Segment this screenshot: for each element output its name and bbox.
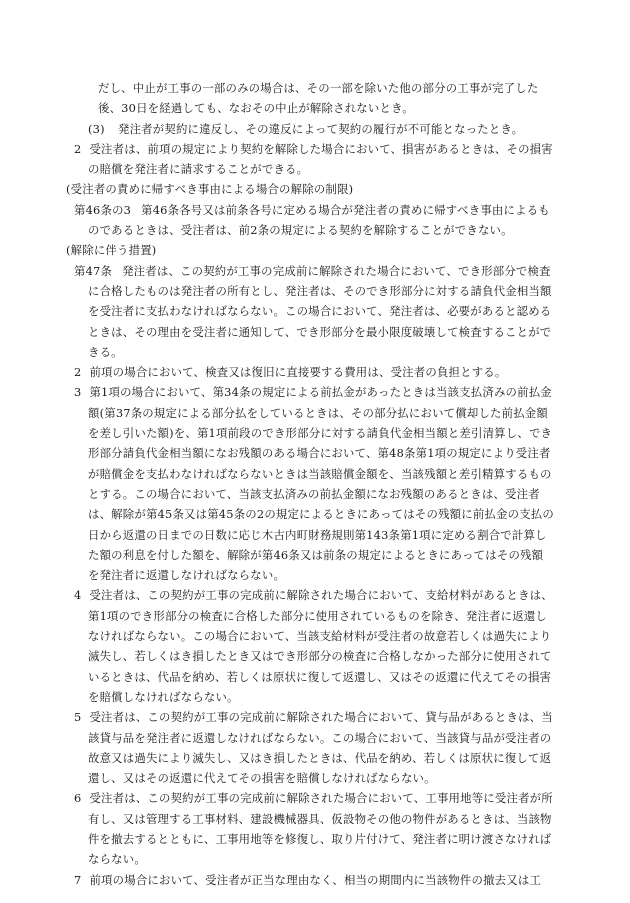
article-47-paragraph-3-text: 第1項の場合において、第34条の規定による前払金があったときは当該支払済みの前払金額(第37条の規定による部分払をしているときは、その部分払において償却した前払金額を差し引いた額)を、第1項前段のでき形部分に対する請負代金相当額と差引清算し、でき形部分請負代金相当額になお残額のある場合において、第48条第1項の規定により受注者が賠償金を支払わなければならないときは当該賠償金額を、当該残額と差引精算するものとする。この場合において、当該支払済みの前払金額になお残額のあるときは、受注者は、解除が第45条又は第45条の2の規定によるときにあってはその残額に前払金の支払の日から返還の日までの日数に応じ木古内町財務規則第143条第1項に定める割合で計算した額の利息を付した額を、解除が第46条又は前条の規定によるときにあってはその残額を発注者に返還しなければならない。 — [88, 385, 554, 583]
article-47-text: 発注者は、この契約が工事の完成前に解除された場合において、でき形部分で検査に合格したものは発注者の所有とし、発注者は、そのでき形部分に対する請負代金相当額を受注者に支払わなければならない。この場合において、発注者は、必要があると認めるときは、その理由を受注者に通知して、でき形部分を最小限度破壊して検査することができる。 — [88, 263, 552, 359]
article-47-paragraph-2 — [74, 362, 554, 382]
article-47-paragraph-3-number: 3 — [74, 385, 82, 400]
article-47-paragraph-4-number: 4 — [74, 588, 82, 603]
item-3-text: 発注者が契約に違反し、その違反によって契約の履行が不可能となったとき。 — [118, 121, 524, 136]
paragraph-2-text: 受注者は、前項の規定により契約を解除した場合において、損害があるときは、その損害の賠償を発注者に請求することができる。 — [88, 141, 553, 177]
article-47-paragraph-6 — [74, 788, 554, 869]
caption-measures-on-cancellation: (解除に伴う措置) — [66, 243, 157, 258]
article-47-paragraph-6-number: 6 — [74, 791, 82, 806]
article-46-3 — [74, 200, 554, 241]
item-3-number: (3) — [88, 121, 105, 136]
article-47-paragraph-4 — [74, 585, 554, 707]
article-47-paragraph-7-number: 7 — [74, 872, 82, 887]
article-47-paragraph-7-text: 前項の場合において、受注者が正当な理由なく、相当の期間内に当該物件の撤去又は工 — [89, 872, 542, 887]
paragraph-2-number: 2 — [74, 141, 82, 156]
continuation-text — [74, 78, 554, 119]
article-47 — [74, 261, 554, 362]
article-47-paragraph-2-number: 2 — [74, 365, 82, 380]
article-47-paragraph-4-text: 受注者は、この契約が工事の完成前に解除された場合において、支給材料があるときは、第1項のでき形部分の検査に合格した部分に使用されているものを除き、発注者に返還しなければならない。この場合において、当該支給材料が受注者の故意若しくは過失により滅失し、若しくはき損したとき又はでき形部分の検査に合格しなかった部分に使用されているときは、代品を納め、若しくは原状に復して返還し、又はその返還に代えてその損害を賠償しなければならない。 — [88, 588, 553, 704]
continuation-body: だし、中止が工事の一部のみの場合は、その一部を除いた他の部分の工事が完了した後、30日を経過しても、なおその中止が解除されないとき。 — [98, 81, 539, 116]
article-47-paragraph-3 — [74, 382, 554, 585]
paragraph-2 — [74, 139, 554, 180]
article-47-paragraph-7 — [74, 870, 554, 890]
article-47-paragraph-5-number: 5 — [74, 710, 82, 725]
article-47-paragraph-6-text: 受注者は、この契約が工事の完成前に解除された場合において、工事用地等に受注者が所有し、又は管理する工事材料、建設機械器具、仮設物その他の物件があるときは、当該物件を撤去するとともに、工事用地等を修復し、取り片付けて、発注者に明け渡さなければならない。 — [88, 791, 553, 867]
article-46-3-number: 第46条の3 — [74, 202, 132, 217]
caption-cancellation-restriction: (受注者の責めに帰すべき事由による場合の解除の制限) — [66, 182, 354, 197]
item-3 — [74, 119, 554, 139]
article-46-3-text: 第46条各号又は前条各号に定める場合が発注者の責めに帰すべき事由によるものであるときは、受注者は、前2条の規定による契約を解除することができない。 — [88, 202, 550, 238]
article-47-paragraph-2-text: 前項の場合において、検査又は復旧に直接要する費用は、受注者の負担とする。 — [89, 365, 507, 380]
article-47-paragraph-5 — [74, 707, 554, 788]
article-47-paragraph-5-text: 受注者は、この契約が工事の完成前に解除された場合において、貸与品があるときは、当該貸与品を発注者に返還しなければならない。この場合において、当該貸与品が受注者の故意又は過失により滅失し、又はき損したときは、代品を納め、若しくは原状に復して返還し、又はその返還に代えてその損害を賠償しなければならない。 — [88, 710, 553, 786]
document-page — [66, 78, 554, 890]
article-47-number: 第47条 — [74, 263, 113, 278]
